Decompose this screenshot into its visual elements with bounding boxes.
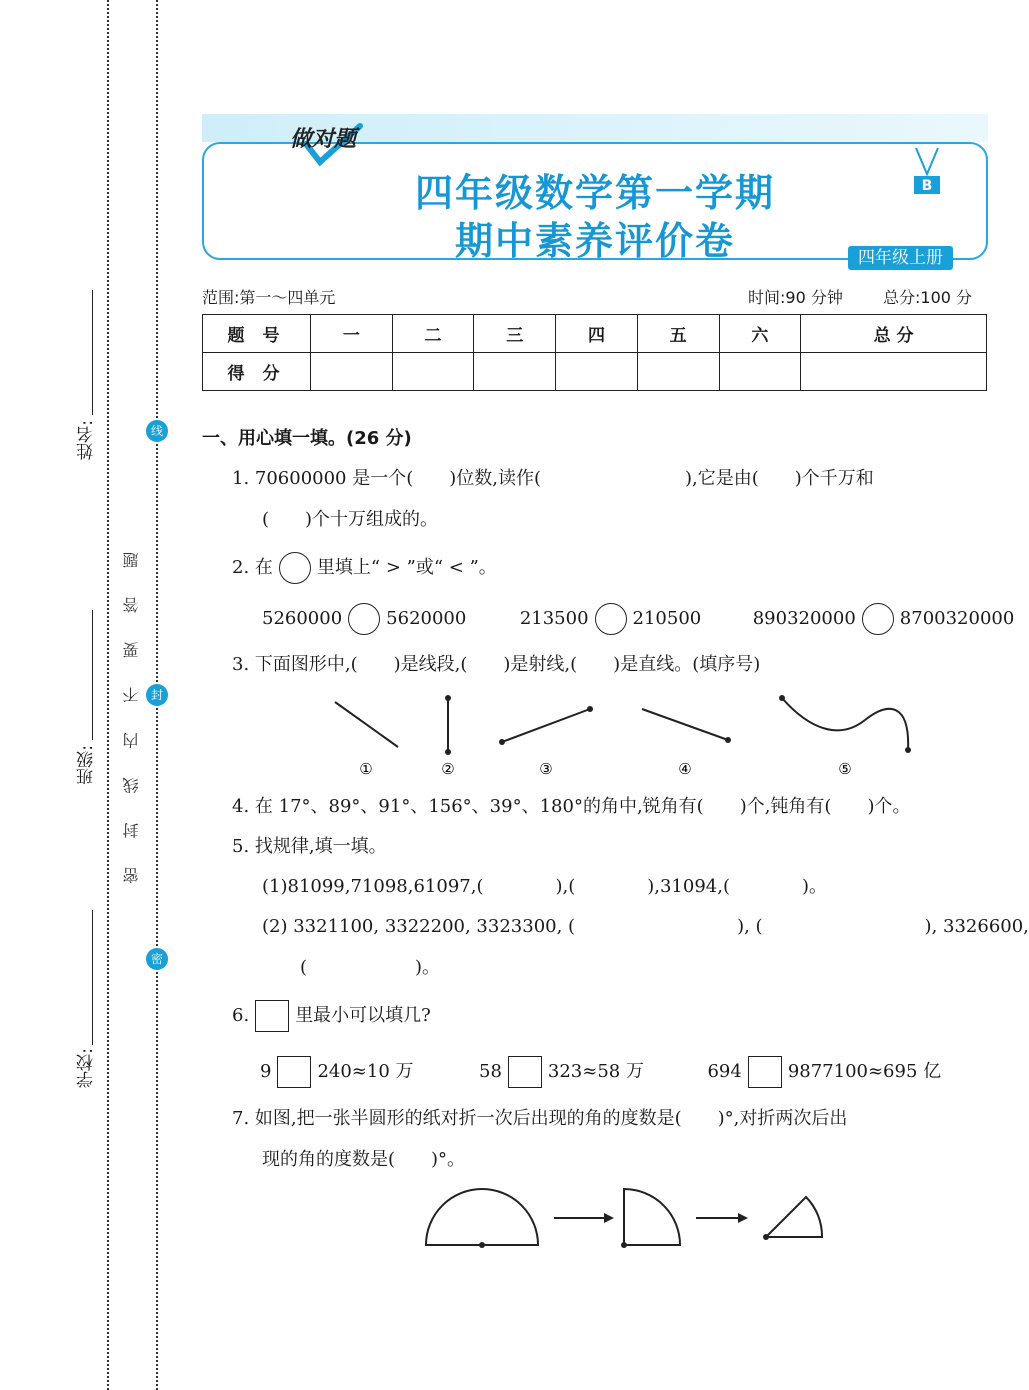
number-right: 9877100≈695 亿 [787,1061,942,1082]
eighth-circle-shape [766,1197,822,1237]
seal-feng: 封 [146,684,168,706]
school-write-line [92,910,93,1045]
answer-box[interactable] [277,1056,311,1088]
table-cell: 题 号 [203,315,311,353]
answer-box[interactable] [748,1056,782,1088]
compare-right: 5620000 [386,608,467,629]
table-cell: 四 [556,315,638,353]
name-write-line [92,290,93,415]
time-text: 时间:90 分钟 [748,288,843,307]
segment-figure-3 [502,709,590,742]
score-input-cell[interactable] [311,353,393,391]
compare-left: 890320000 [752,608,856,629]
arrowhead [738,1213,748,1223]
scope-text: 范围:第一～四单元 [202,288,336,307]
answer-circle[interactable] [862,603,894,635]
brand-logo: 做对题 [290,127,357,152]
center-dot [621,1242,627,1248]
score-input-cell[interactable] [637,353,719,391]
answer-circle[interactable] [348,603,380,635]
curve-figure-5 [782,698,908,750]
number-right: 323≈58 万 [547,1061,644,1082]
question-4: 4. 在 17°、89°、91°、156°、39°、180°的角中,锐角有( )个,钝角有( )个。 [232,796,911,817]
table-cell: 一 [311,315,393,353]
compare-right: 8700320000 [899,608,1015,629]
question-1-line-1: 1. 70600000 是一个( )位数,读作( ),它是由( )个千万和 [232,468,874,489]
binding-margin [0,0,190,1390]
table-cell: 得 分 [203,353,311,391]
endpoint-dot [499,739,505,745]
figure-label: ⑤ [838,760,852,778]
score-table [202,314,987,391]
figure-label: ① [359,760,373,778]
question-2-prefix: 2. 在 [232,557,273,578]
grade-tag: 四年级上册 [848,246,953,270]
compare-left: 5260000 [262,608,343,629]
table-cell: 五 [637,315,719,353]
question-2-suffix: 里填上“ > ”或“ < ”。 [316,557,497,578]
header-banner [202,114,988,268]
table-cell: 三 [474,315,556,353]
seal-mi: 密 [146,948,168,970]
seal-xian: 线 [146,420,168,442]
center-dot [479,1242,485,1248]
question-2-items [262,603,1014,635]
endpoint-dot [445,749,451,755]
title-line-1: 四年级数学第一学期 [414,171,775,215]
quarter-circle-shape [624,1189,680,1245]
answer-box[interactable] [508,1056,542,1088]
arrowhead [604,1213,614,1223]
center-dot [763,1234,769,1240]
score-table-header-row [203,315,987,353]
score-input-cell[interactable] [474,353,556,391]
question-6-items [260,1056,941,1088]
compare-left: 213500 [519,608,589,629]
question-7-line-1: 7. 如图,把一张半圆形的纸对折一次后出现的角的度数是( )°,对折两次后出 [232,1108,848,1129]
question-7-line-2: 现的角的度数是( )°。 [262,1149,466,1170]
ribbon-letter: B [921,178,933,194]
section-1-heading: 一、用心填一填。(26 分) [202,428,412,449]
score-input-cell[interactable] [801,353,987,391]
question-6 [232,1000,431,1032]
cut-line-outer [107,0,109,1390]
class-write-line [92,610,93,740]
table-cell: 总 分 [801,315,987,353]
endpoint-dot [587,706,593,712]
question-2 [232,552,497,584]
endpoint-dot [445,695,451,701]
class-label: 班级: [77,745,97,785]
figure-label: ③ [539,760,553,778]
segment-figure-4 [642,709,728,740]
school-label: 学校: [77,1048,97,1088]
figure-label: ④ [678,760,692,778]
question-5: 5. 找规律,填一填。 [232,836,387,857]
number-left: 58 [479,1061,502,1082]
segment-figure-1 [335,702,398,747]
fold-figure [420,1185,830,1255]
question-5-part-1: (1)81099,71098,61097,( ),( ),31094,( )。 [262,876,828,897]
total-text: 总分:100 分 [883,288,973,307]
question-5-part-2: (2) 3321100, 3322200, 3323300, ( ), ( ), 3326600, [262,916,1029,937]
lines-figure [330,690,920,780]
endpoint-dot [905,747,911,753]
number-left: 9 [260,1061,272,1082]
question-6-suffix: 里最小可以填几? [295,1005,431,1026]
number-right: 240≈10 万 [317,1061,414,1082]
fill-box-icon [255,1000,289,1032]
score-input-cell[interactable] [392,353,474,391]
table-cell: 六 [719,315,801,353]
question-3: 3. 下面图形中,( )是线段,( )是射线,( )是直线。(填序号) [232,654,761,675]
no-answer-warning: 密 封 线 内 不 要 答 题 [122,540,141,884]
name-label: 姓名: [77,420,97,460]
question-5-part-2-cont: ( )。 [300,957,441,978]
answer-circle[interactable] [595,603,627,635]
score-table-score-row [203,353,987,391]
figure-label: ② [441,760,455,778]
semicircle-shape [426,1189,538,1245]
ribbon-icon [910,148,944,198]
compare-right: 210500 [632,608,702,629]
endpoint-dot [779,695,785,701]
endpoint-dot [725,737,731,743]
compare-circle-icon [279,552,311,584]
question-6-prefix: 6. [232,1005,250,1026]
table-cell: 二 [392,315,474,353]
question-1-line-2: ( )个十万组成的。 [262,509,439,530]
score-input-cell[interactable] [719,353,801,391]
title-line-2: 期中素养评价卷 [454,219,735,263]
score-input-cell[interactable] [556,353,638,391]
number-left: 694 [707,1061,742,1082]
